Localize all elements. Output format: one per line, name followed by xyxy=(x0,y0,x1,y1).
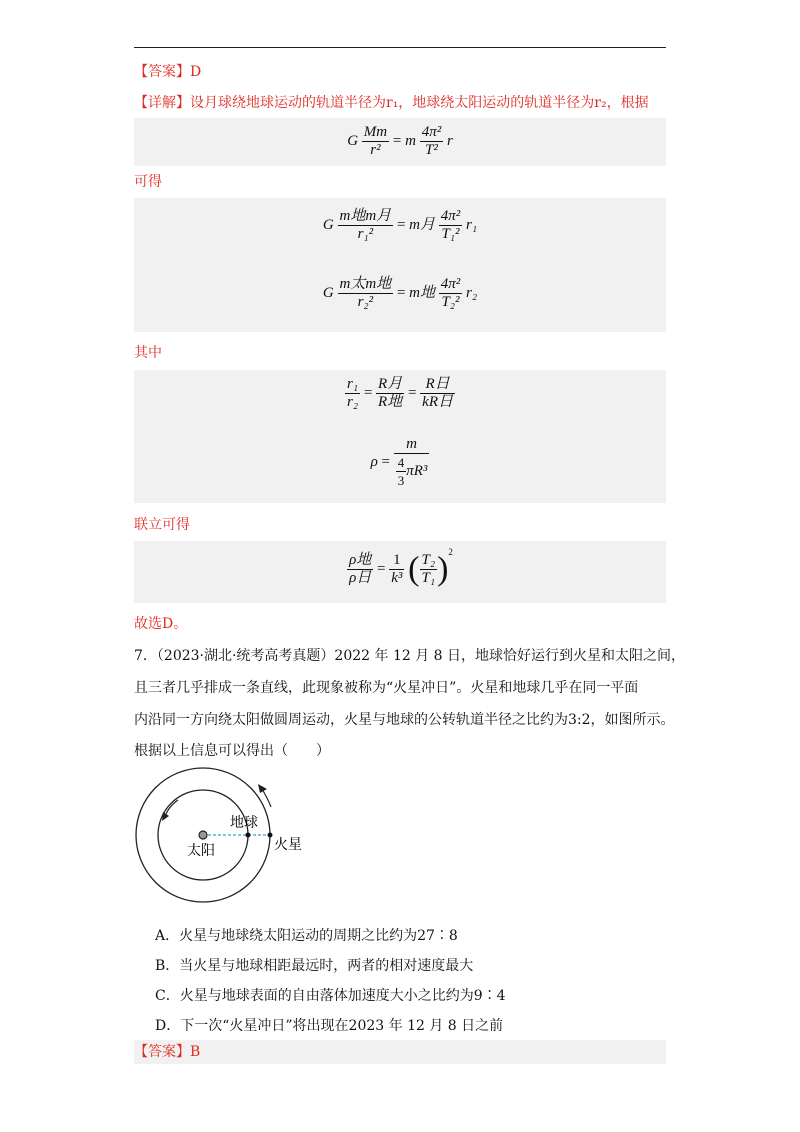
eq3-d3: kR日 xyxy=(422,394,453,410)
eq1-frac-1 xyxy=(338,208,394,243)
orbit-diagram xyxy=(128,765,318,915)
option-a[interactable]: A．火星与地球绕太阳运动的周期之比约为27∶8 xyxy=(155,928,458,944)
eq5-frac-1 xyxy=(347,552,373,587)
answer-value: D xyxy=(190,64,202,80)
mars-dot xyxy=(268,833,273,838)
detail-label: 【详解】 xyxy=(134,95,190,111)
sun-label: 太阳 xyxy=(187,842,215,858)
eq5-frac-3 xyxy=(420,552,438,587)
equation-box-result xyxy=(134,541,666,603)
eq4-den xyxy=(394,454,430,489)
mars-arrow xyxy=(262,789,271,807)
eq1-r: r₁ xyxy=(466,216,478,233)
eq3-n2: R月 xyxy=(378,376,403,392)
equation-density-ratio: $\frac{\text{ρ地}}{\text{ρ日}}$ = $\frac{1}{\text{k³}}$ ( $\frac{\text{T₂}}{\text{T₁}}$ )$^2$ xyxy=(349,547,453,588)
equation-density: ρ = m $\frac{4}{3}$ πR³ xyxy=(370,436,428,488)
eq2-num2: 4π² xyxy=(440,276,461,292)
eq-num: Mm xyxy=(363,124,388,140)
eq3-d1: r₂ xyxy=(347,394,359,410)
answer-line-2 xyxy=(134,1042,200,1062)
eq4-drest: πR³ xyxy=(406,462,428,479)
eq1-den2: T₁² xyxy=(441,226,460,242)
eq5-n1: ρ地 xyxy=(349,552,372,569)
eq-den2: T² xyxy=(425,142,438,158)
eq5-n3: T₂ xyxy=(421,552,436,569)
lianli-label: 联立可得 xyxy=(134,517,190,533)
answer2-label: 【答案】 xyxy=(134,1044,190,1060)
sun-dot xyxy=(199,831,207,839)
eq5-n2: 1 xyxy=(389,552,404,570)
mars-arrowhead xyxy=(258,784,267,793)
equation-earth: G $\frac{\text{m太m地}}{\text{r₂²}}$ = m地 $\frac{\text{4π²}}{\text{T₂²}}$ r₂ xyxy=(322,276,478,310)
eq1-num: m地m月 xyxy=(339,208,392,224)
eq1-m: m月 xyxy=(409,216,435,233)
equation-box-orbits xyxy=(134,198,666,332)
eq3-d2: R地 xyxy=(378,394,403,410)
eq5-frac-2 xyxy=(389,552,404,587)
conclusion-text: 故选D。 xyxy=(134,616,188,632)
eq3-frac-3 xyxy=(420,376,455,411)
equation-ratio: $\frac{\text{r₁}}{\text{r₂}}$ = $\frac{\text{R月}}{\text{R地}}$ = $\frac{\text{R日}}{\text{kR日}}$ xyxy=(347,376,453,410)
eq1-frac-2 xyxy=(439,208,463,243)
detail-text: 设月球绕地球运动的轨道半径为r₁，地球绕太阳运动的轨道半径为r₂，根据 xyxy=(190,95,649,111)
eq4-dd: 3 xyxy=(397,473,405,488)
eq4-frac xyxy=(394,436,430,489)
eq-G: G xyxy=(347,132,359,149)
eq3-frac-2 xyxy=(376,376,404,411)
eq5-d2: k³ xyxy=(391,570,403,587)
answer2-value: B xyxy=(190,1044,201,1060)
eq2-frac-2 xyxy=(439,276,463,311)
qizhong-label: 其中 xyxy=(134,345,162,361)
eq-frac-2 xyxy=(420,124,444,159)
answer-line xyxy=(134,62,201,82)
detail-line xyxy=(134,93,649,113)
eq2-num: m太m地 xyxy=(339,276,392,292)
eq2-G: G xyxy=(322,284,334,301)
eq3-n3: R日 xyxy=(420,376,455,394)
eq-equals: = xyxy=(392,132,402,149)
keyi-label: 可得 xyxy=(134,174,162,190)
eq1-num2: 4π² xyxy=(440,208,461,224)
eq1-G: G xyxy=(322,216,334,233)
eq2-den2: T₂² xyxy=(441,294,460,310)
eq-num2: 4π² xyxy=(421,124,442,140)
equation-gravity xyxy=(134,124,666,159)
header-rule xyxy=(134,47,666,48)
eq-frac-1 xyxy=(362,124,389,159)
option-c[interactable]: C．火星与地球表面的自由落体加速度大小之比约为9∶4 xyxy=(155,988,506,1004)
eq3-n1: r₁ xyxy=(347,376,359,392)
eq4-rho: ρ xyxy=(370,453,378,470)
equation-box-main xyxy=(134,118,666,166)
eq4-dn: 4 xyxy=(397,455,405,470)
eq4-num: m xyxy=(394,436,430,454)
eq-r: r xyxy=(446,132,453,149)
eq5-d3: T₁ xyxy=(421,570,436,587)
eq2-frac-1 xyxy=(338,276,394,311)
earth-arrowhead xyxy=(162,812,169,821)
question-line-4: 根据以上信息可以得出（ ） xyxy=(134,743,330,759)
eq-den: r² xyxy=(370,142,381,158)
question-line-3: 内沿同一方向绕太阳做圆周运动，火星与地球的公转轨道半径之比约为3:2，如图所示。 xyxy=(134,712,675,728)
earth-dot xyxy=(246,833,251,838)
earth-label: 地球 xyxy=(230,814,258,830)
equation-box-ratios xyxy=(134,370,666,503)
question-line-1: 7．（2023·湖北·统考高考真题）2022 年 12 月 8 日，地球恰好运行到火星和太阳之间， xyxy=(134,648,686,664)
eq4-small-frac xyxy=(396,454,407,489)
option-b[interactable]: B．当火星与地球相距最远时，两者的相对速度最大 xyxy=(155,958,474,974)
option-d[interactable]: D．下一次“火星冲日”将出现在2023 年 12 月 8 日之前 xyxy=(155,1018,504,1034)
question-line-2: 且三者几乎排成一条直线，此现象被称为“火星冲日”。火星和地球几乎在同一平面 xyxy=(134,680,639,696)
answer-box-2 xyxy=(134,1040,666,1064)
eq5-d1: ρ日 xyxy=(349,570,372,587)
eq1-den: r₁² xyxy=(357,226,374,242)
eq2-den: r₂² xyxy=(357,294,374,310)
eq2-m: m地 xyxy=(409,284,435,301)
eq5-exp: 2 xyxy=(448,547,453,557)
answer-label: 【答案】 xyxy=(134,64,190,80)
equation-moon: G $\frac{\text{m地m月}}{\text{r₁²}}$ = m月 $\frac{\text{4π²}}{\text{T₁²}}$ r₁ xyxy=(322,208,478,242)
eq-m: m xyxy=(405,132,416,149)
eq3-frac-1 xyxy=(345,376,360,411)
mars-label: 火星 xyxy=(274,836,302,852)
eq2-r: r₂ xyxy=(466,284,478,301)
